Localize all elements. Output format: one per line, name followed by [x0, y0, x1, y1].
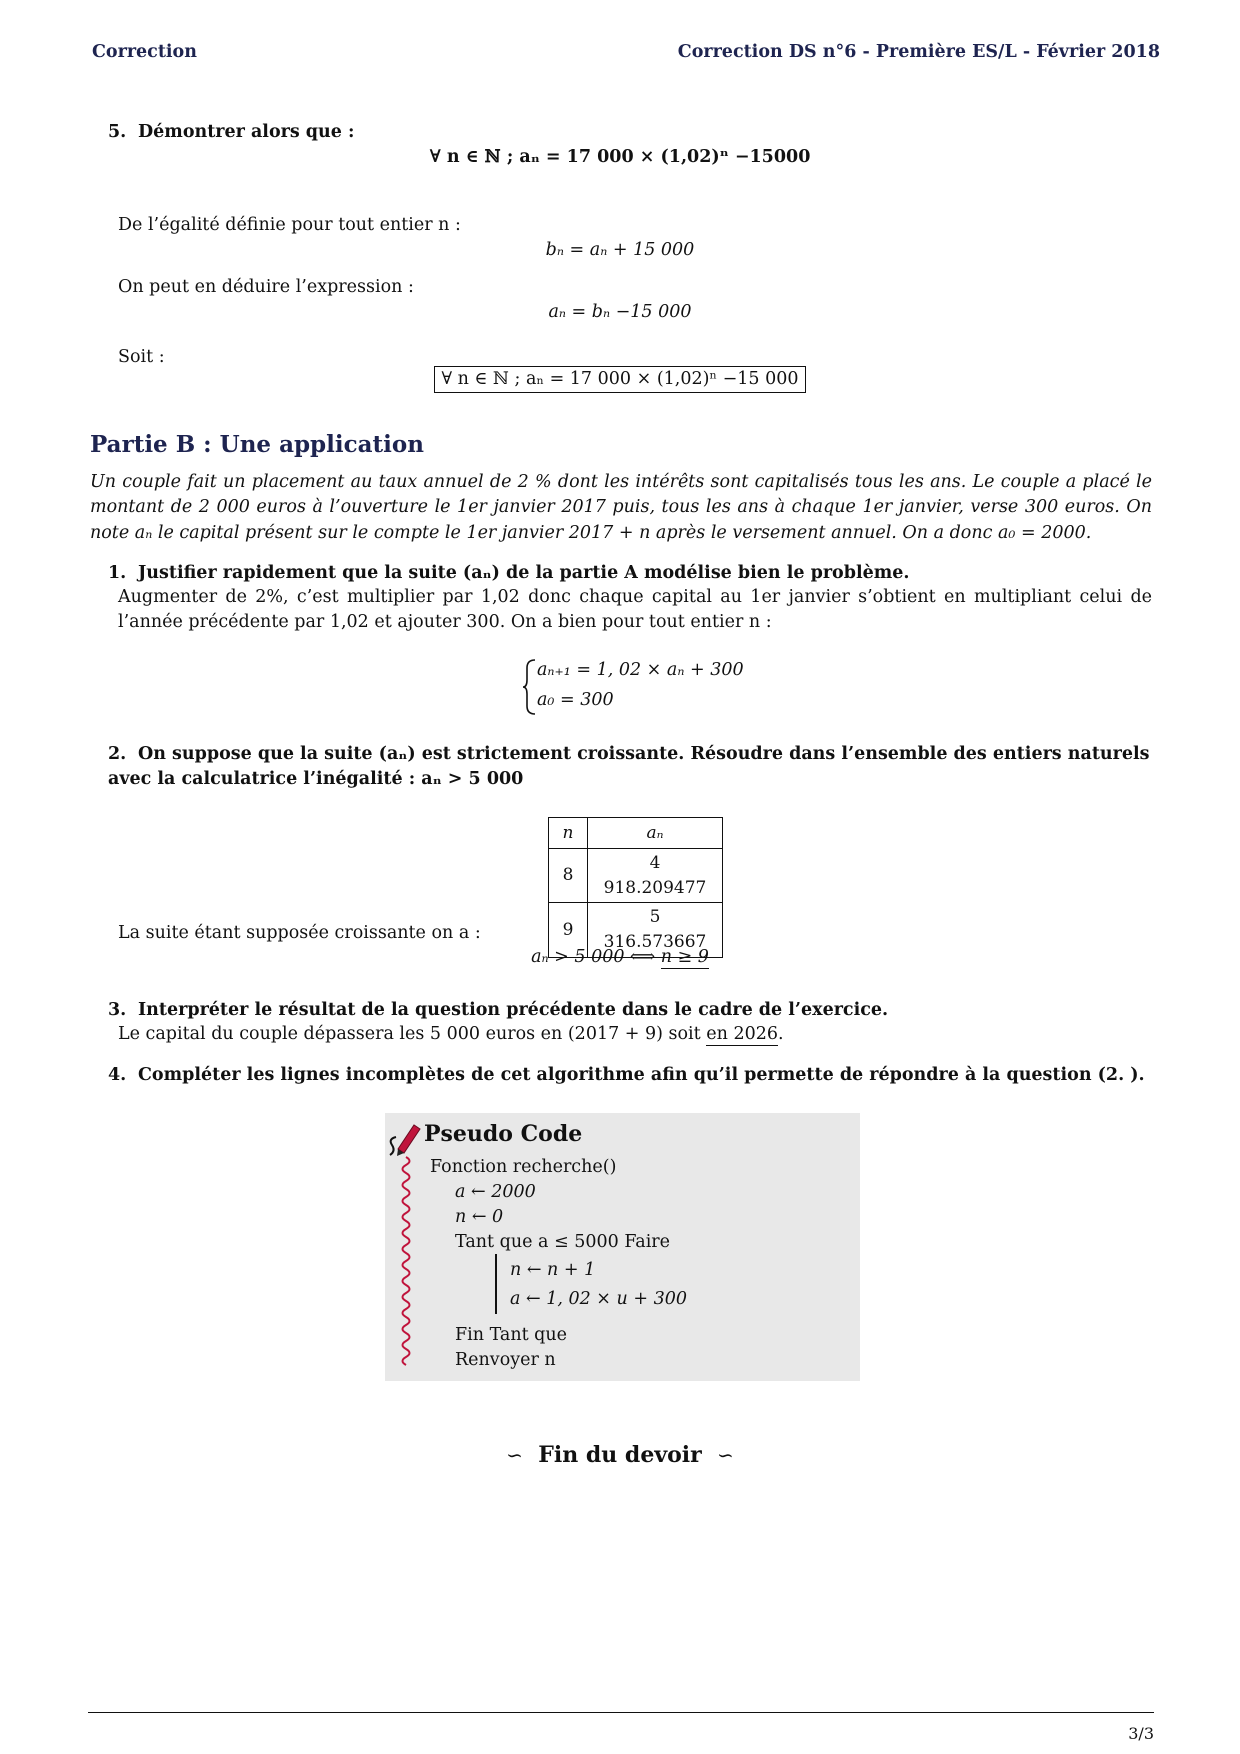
pseudo-line-init-a: a ← 2000 — [455, 1182, 536, 1202]
ornament-right-icon: ∽ — [717, 1443, 734, 1467]
q3-text-line — [118, 1022, 784, 1047]
header-left: Correction — [92, 42, 197, 62]
q5-result-wrap — [0, 366, 1240, 393]
pseudo-line-init-n: n ← 0 — [455, 1207, 504, 1227]
q1-text: Augmenter de 2%, c’est multiplier par 1,02 donc chaque capital au 1er janvier s’obtient en multipliant celui de l’année précédente par 1,02 et ajouter 300. On a bien pour tout entier n : — [118, 587, 1152, 633]
table-cell: 5 316.573667 — [588, 903, 723, 957]
page-number: 3/3 — [1128, 1724, 1154, 1743]
q1-number: 1. — [108, 563, 127, 583]
q4-number: 4. — [108, 1065, 127, 1085]
q5-line3: Soit : — [118, 347, 165, 367]
q5-line1: De l’égalité définie pour tout entier n : — [118, 215, 461, 235]
q2-number: 2. — [108, 744, 127, 764]
q5-result-box: ∀ n ∈ ℕ ; aₙ = 17 000 × (1,02)ⁿ −15 000 — [434, 366, 807, 393]
q2-heading — [108, 742, 1152, 793]
table-header-n: n — [549, 818, 588, 849]
q2-equiv-left: aₙ > 5 000 ⟺ — [531, 947, 656, 967]
q5-eq1: bₙ = aₙ + 15 000 — [545, 240, 695, 260]
pseudo-line-function: Fonction recherche() — [430, 1157, 617, 1177]
pseudo-line-endwhile: Fin Tant que — [455, 1325, 568, 1345]
values-table — [548, 817, 723, 958]
q3-text: Le capital du couple dépassera les 5 000 euros en (2017 + 9) soit — [118, 1024, 701, 1044]
q1-system-line2: a₀ = 300 — [537, 690, 614, 710]
q3-number: 3. — [108, 1000, 127, 1020]
q5-eq2: aₙ = bₙ −15 000 — [548, 302, 692, 322]
q1-system-line1: aₙ₊₁ = 1, 02 × aₙ + 300 — [537, 660, 744, 680]
q5-line2: On peut en déduire l’expression : — [118, 277, 414, 297]
pseudo-code-box — [385, 1113, 860, 1381]
end-line — [0, 1440, 1240, 1472]
q3-answer: en 2026 — [706, 1024, 778, 1044]
q3-end: . — [778, 1024, 784, 1044]
table-header-an: aₙ — [588, 818, 723, 849]
q1-title: Justifier rapidement que la suite (aₙ) de la partie A modélise bien le problème. — [138, 563, 910, 583]
footer-rule — [88, 1712, 1154, 1713]
q5-title: Démontrer alors que : — [138, 122, 355, 142]
system-brace — [523, 658, 537, 716]
pseudo-line-update-a: a ← 1, 02 × u + 300 — [510, 1289, 687, 1309]
q5-formula: ∀ n ∈ ℕ ; aₙ = 17 000 × (1,02)ⁿ −15000 — [429, 147, 811, 167]
q4-title: Compléter les lignes incomplètes de cet algorithme afin qu’il permette de répondre à la question (2. ). — [138, 1065, 1145, 1085]
q1-heading — [108, 561, 910, 586]
q2-title: On suppose que la suite (aₙ) est strictement croissante. Résoudre dans l’ensemble des entiers naturels avec la calculatrice l’inégalité : aₙ > 5 000 — [108, 744, 1150, 790]
table-row — [549, 849, 723, 903]
loop-bar — [495, 1254, 497, 1314]
table-cell: 9 — [549, 903, 588, 957]
q2-equiv-right: n ≥ 9 — [660, 947, 709, 967]
partB-intro: Un couple fait un placement au taux annuel de 2 % dont les intérêts sont capitalisés tous les ans. Le couple a placé le montant de 2 000 euros à l’ouverture le 1er janvier 2017 puis, tous les ans à chaque 1er janvier, verse 300 euros. On note aₙ le capital présent sur le compte le 1er janvier 2017 + n après le versement annuel. On a donc a₀ = 2000. — [90, 472, 1152, 543]
pseudo-line-while: Tant que a ≤ 5000 Faire — [455, 1232, 671, 1252]
q2-text: La suite étant supposée croissante on a : — [118, 923, 481, 943]
q3-heading — [108, 998, 888, 1023]
end-text: Fin du devoir — [538, 1442, 702, 1468]
table-header-row — [549, 818, 723, 849]
q4-heading — [108, 1063, 1145, 1088]
pseudo-line-incr-n: n ← n + 1 — [510, 1260, 596, 1280]
table-cell: 4 918.209477 — [588, 849, 723, 903]
pseudo-code-title: Pseudo Code — [424, 1121, 583, 1147]
q5-heading — [108, 120, 354, 145]
table-cell: 8 — [549, 849, 588, 903]
wavy-border-icon — [397, 1153, 415, 1373]
q2-equivalence — [0, 945, 1240, 970]
partB-title: Partie B : Une application — [90, 431, 424, 458]
q3-title: Interpréter le résultat de la question précédente dans le cadre de l’exercice. — [138, 1000, 889, 1020]
pseudo-line-return: Renvoyer n — [455, 1350, 556, 1370]
ornament-left-icon: ∽ — [506, 1443, 523, 1467]
q5-number: 5. — [108, 122, 127, 142]
header-right: Correction DS n°6 - Première ES/L - Février 2018 — [677, 42, 1160, 62]
